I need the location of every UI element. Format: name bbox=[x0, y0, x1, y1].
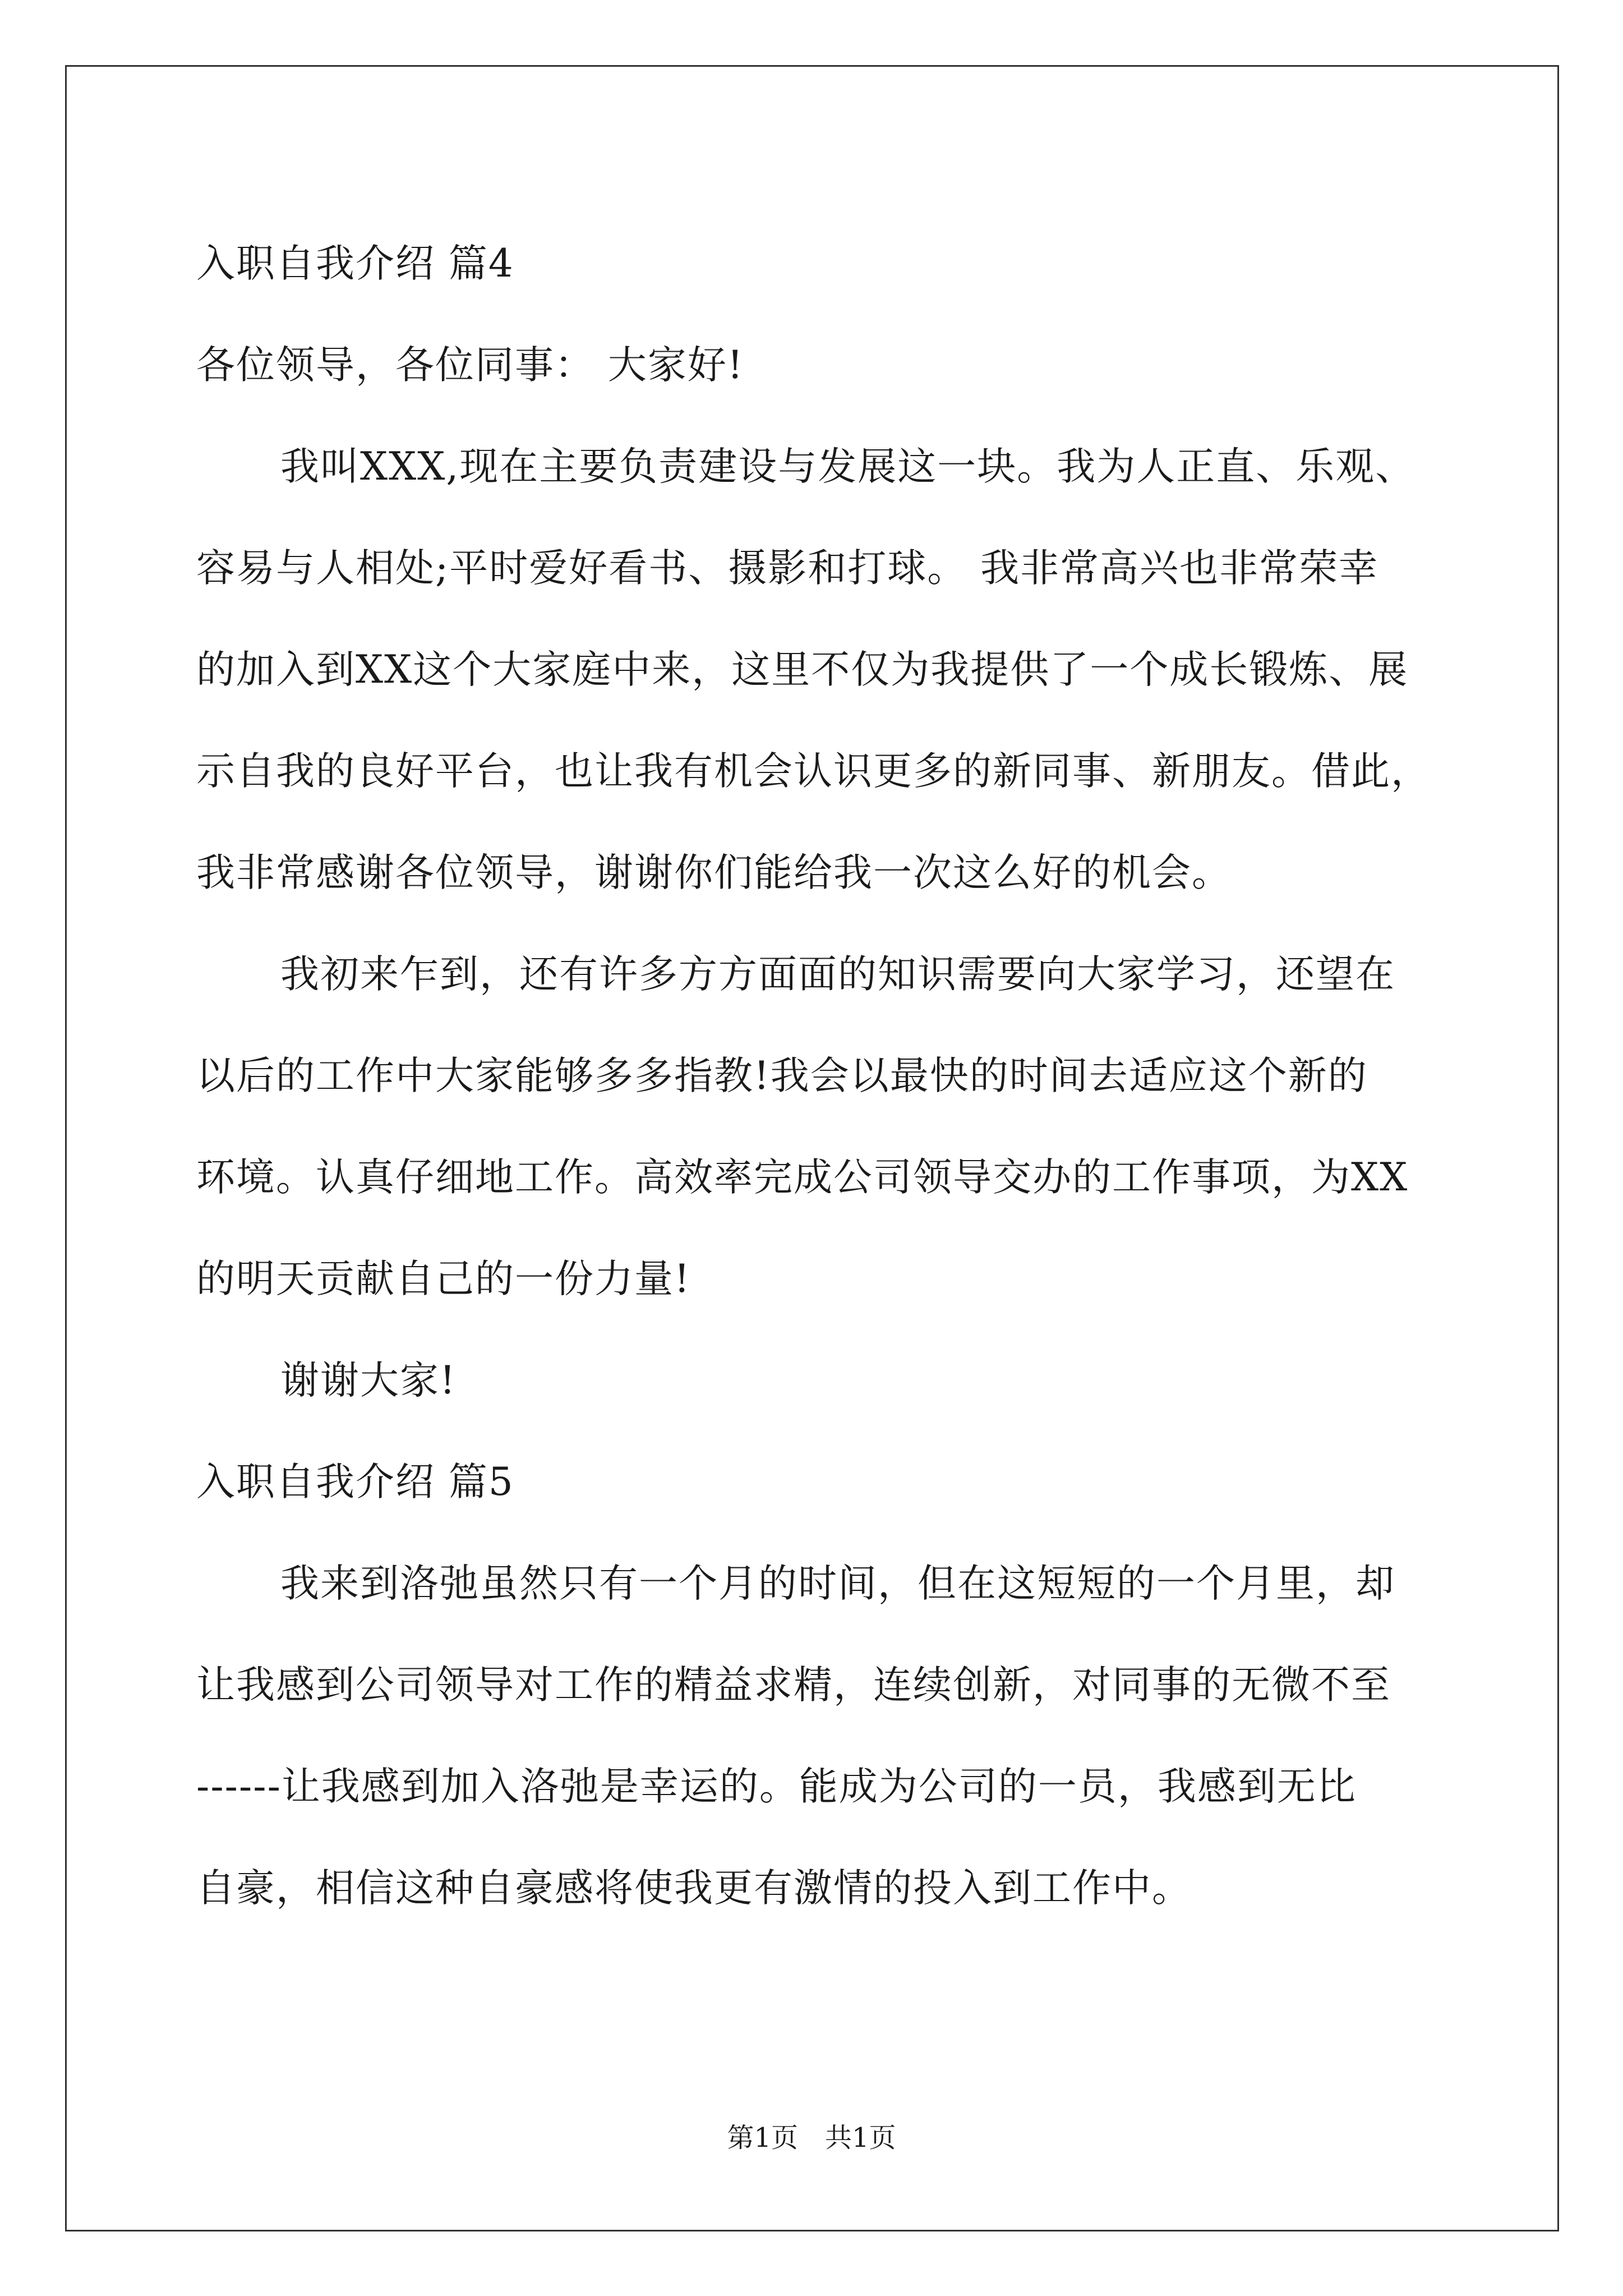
section-title: 入职自我介绍 篇4 bbox=[196, 241, 514, 286]
document-body bbox=[196, 213, 1431, 1939]
page-footer bbox=[0, 2116, 1623, 2155]
paragraph-line: 的加入到XX这个大家庭中来，这里不仅为我提供了一个成长锻炼、展 bbox=[196, 647, 1409, 692]
paragraph-line: 我初来乍到，还有许多方方面面的知识需要向大家学习，还望在 bbox=[280, 952, 1395, 997]
paragraph-line: 容易与人相处;平时爱好看书、摄影和打球。 我非常高兴也非常荣幸 bbox=[196, 546, 1379, 591]
closing-line: 谢谢大家! bbox=[280, 1358, 457, 1403]
paragraph-line: 自豪，相信这种自豪感将使我更有激情的投入到工作中。 bbox=[196, 1866, 1192, 1911]
paragraph-line: 环境。认真仔细地工作。高效率完成公司领导交办的工作事项，为XX bbox=[196, 1155, 1409, 1200]
page-total: 共1页 bbox=[825, 2122, 896, 2154]
section-title: 入职自我介绍 篇5 bbox=[196, 1460, 514, 1504]
paragraph-line: 的明天贡献自己的一份力量! bbox=[196, 1257, 691, 1301]
paragraph-line: 示自我的良好平台，也让我有机会认识更多的新同事、新朋友。借此， bbox=[196, 749, 1431, 794]
paragraph-line: ------让我感到加入洛弛是幸运的。能成为公司的一员，我感到无比 bbox=[196, 1764, 1357, 1809]
page-number: 第1页 bbox=[727, 2122, 798, 2154]
paragraph-line: 以后的工作中大家能够多多指教!我会以最快的时间去适应这个新的 bbox=[196, 1053, 1368, 1098]
paragraph-line: 我非常感谢各位领导，谢谢你们能给我一次这么好的机会。 bbox=[196, 850, 1232, 895]
paragraph-line: 我叫XXX,现在主要负责建设与发展这一块。我为人正直、乐观、 bbox=[280, 444, 1415, 489]
paragraph-line: 我来到洛弛虽然只有一个月的时间，但在这短短的一个月里，却 bbox=[280, 1561, 1395, 1606]
greeting-line: 各位领导，各位同事： 大家好! bbox=[196, 343, 744, 388]
paragraph-line: 让我感到公司领导对工作的精益求精，连续创新，对同事的无微不至 bbox=[196, 1663, 1391, 1708]
